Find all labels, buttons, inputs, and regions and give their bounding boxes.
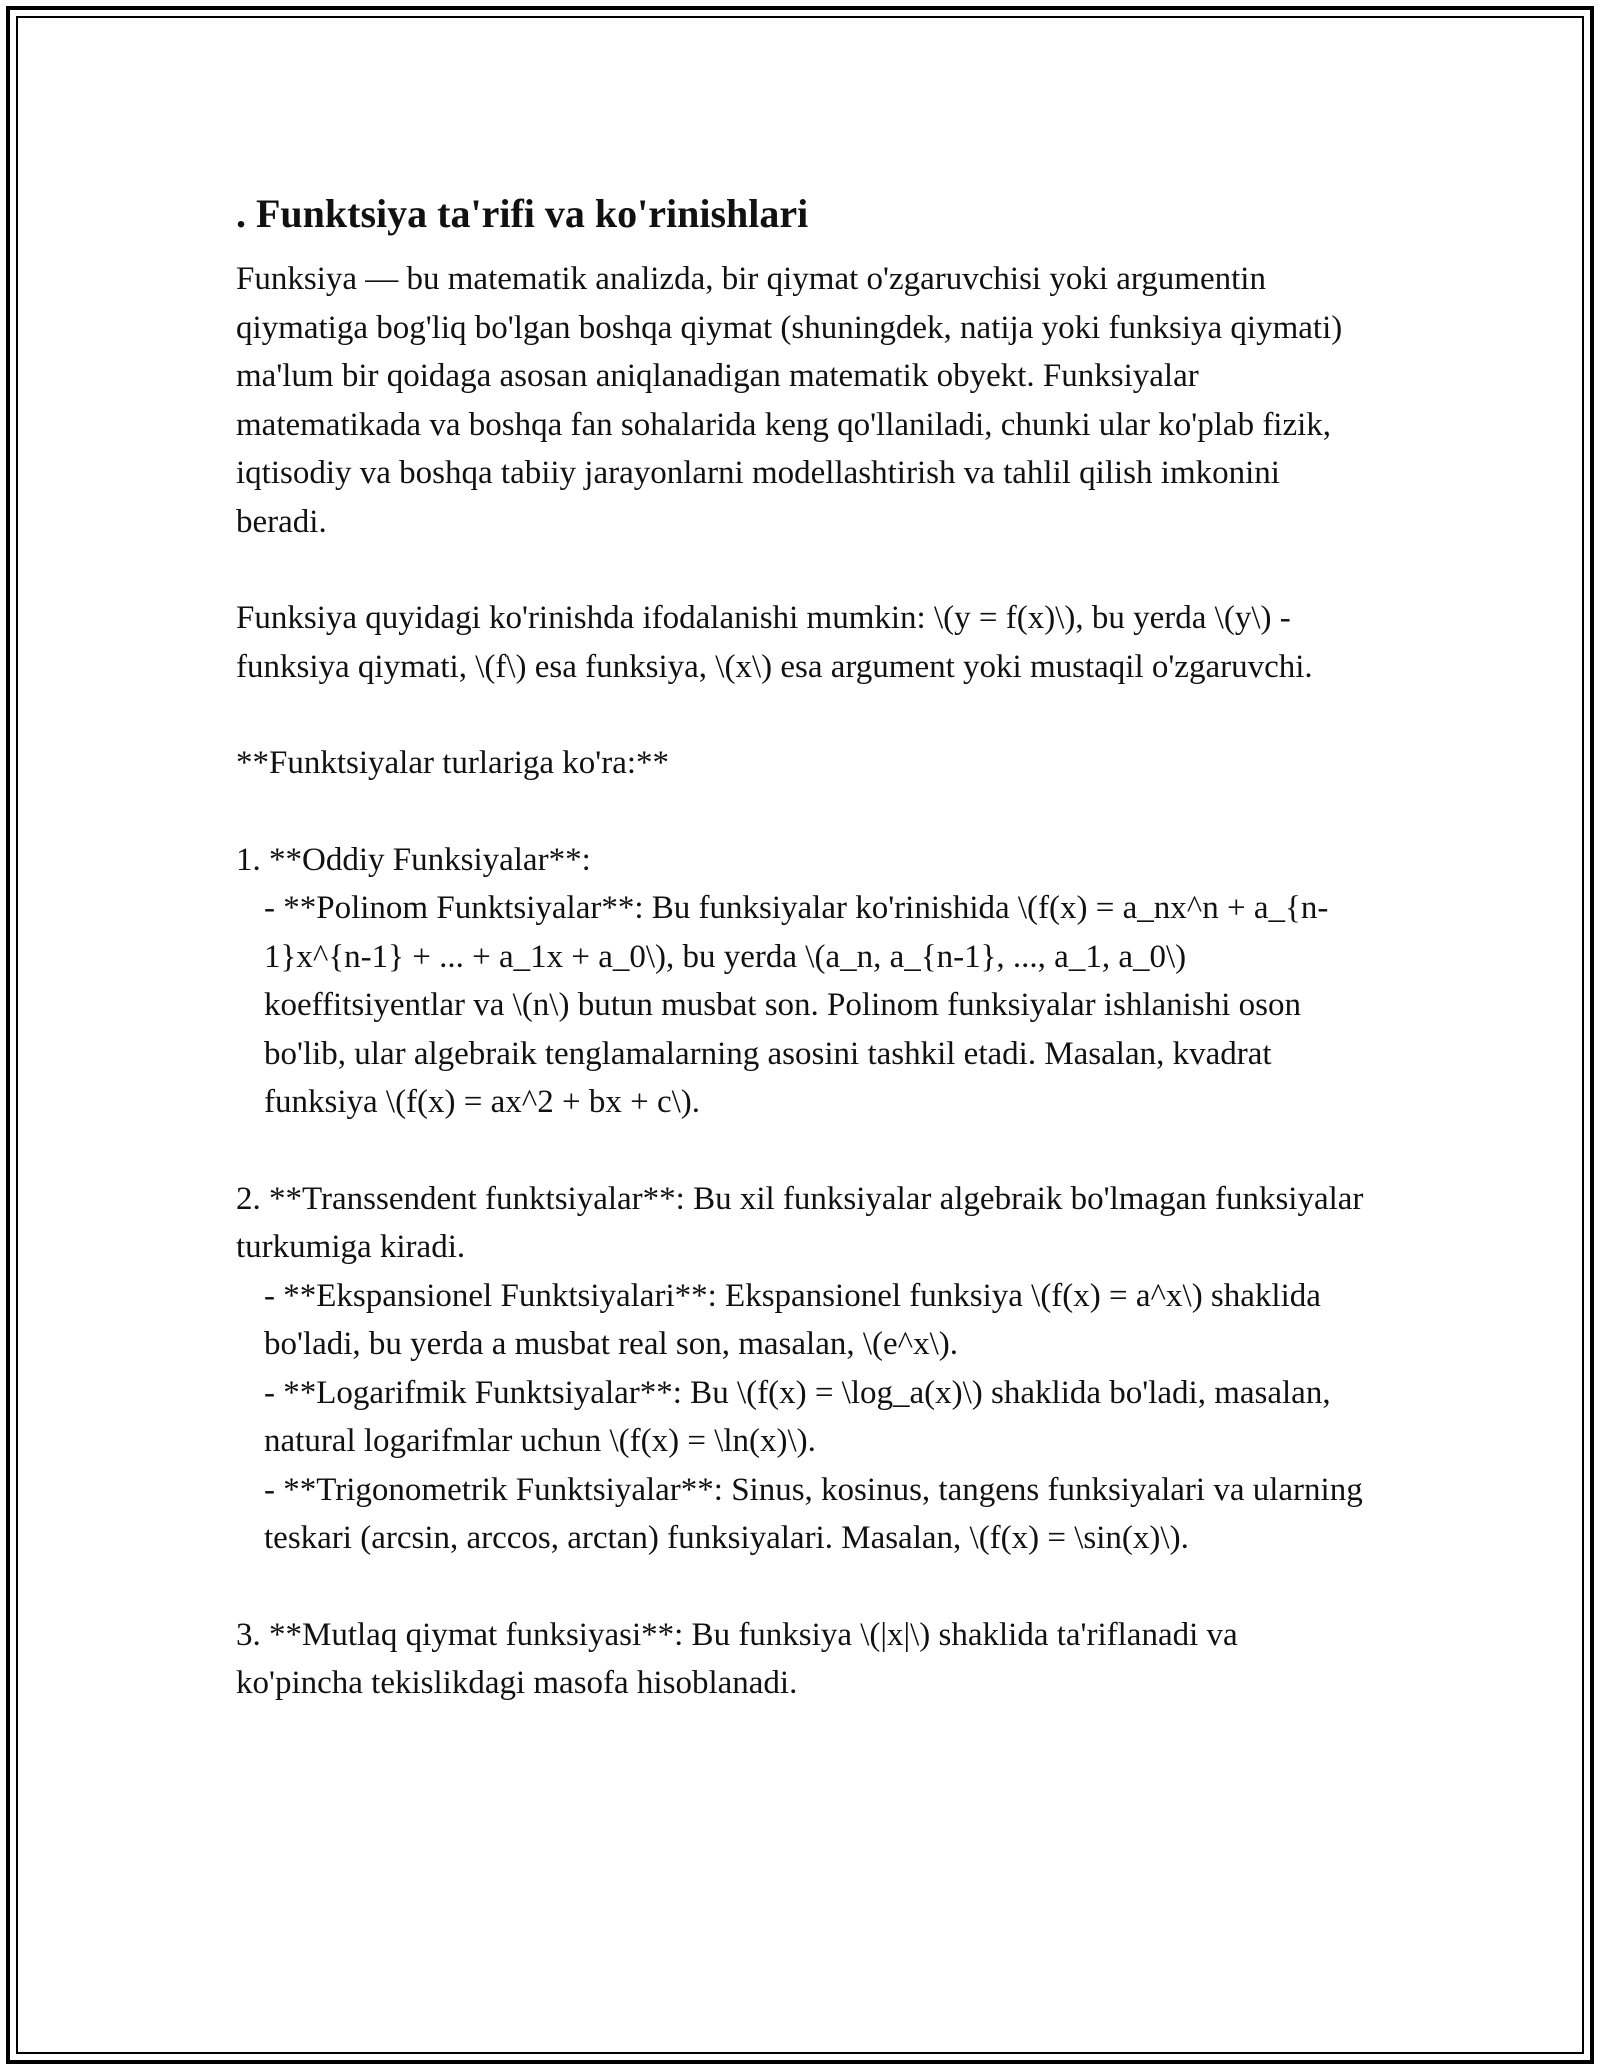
document-body (236, 183, 1366, 1756)
types-heading: **Funktsiyalar turlariga ko'ra:** (236, 745, 670, 781)
section-1-heading: 1. **Oddiy Funksiyalar**: (236, 841, 591, 878)
section-2-heading: 2. **Transsendent funktsiyalar**: Bu xil funksiyalar algebraik bo'lmagan funksiyalar turkumiga kiradi. (236, 1180, 1364, 1265)
list-item-logarithmic: - **Logarifmik Funktsiyalar**: Bu \(f(x) = \log_a(x)\) shaklida bo'ladi, masalan, natural logarifmlar uchun \(f(x) = \ln(x)\). (264, 1374, 1331, 1459)
function-form-paragraph: Funksiya quyidagi ko'rinishda ifodalanishi mumkin: \(y = f(x)\), bu yerda \(y\) - funksiya qiymati, \(f\) esa funksiya, \(x\) esa argument yoki mustaqil o'zgaruvchi. (236, 600, 1313, 685)
section-absolute-value: 3. **Mutlaq qiymat funksiyasi**: Bu funksiya \(|x|\) shaklida ta'riflanadi va ko'pincha tekislikdagi masofa hisoblanadi. (236, 1616, 1238, 1701)
intro-paragraph: Funksiya — bu matematik analizda, bir qiymat o'zgaruvchisi yoki argumentin qiymatiga bog'liq bo'lgan boshqa qiymat (shuningdek, natija yoki funksiya qiymati) ma'lum bir qoidaga asosan aniqlanadigan matematik obyekt. Funksiyalar matematikada va boshqa fan sohalarida keng qo'llaniladi, chunki ular ko'plab fizik, iqtisodiy va boshqa tabiiy jarayonlarni modellashtirish va tahlil qilish imkonini beradi. (236, 261, 1343, 540)
section-transcendent-functions (236, 1175, 1366, 1563)
list-item-exponential: - **Ekspansionel Funktsiyalari**: Ekspansionel funksiya \(f(x) = a^x\) shaklida bo'ladi, bu yerda a musbat real son, masalan, \(e^x\). (264, 1277, 1321, 1362)
document-title: . Funktsiya ta'rifi va ko'rinishlari (236, 191, 809, 236)
section-simple-functions (236, 836, 1366, 1127)
list-item-trigonometric: - **Trigonometrik Funktsiyalar**: Sinus, kosinus, tangens funksiyalari va ularning teskari (arcsin, arccos, arctan) funksiyalari. Masalan, \(f(x) = \sin(x)\). (264, 1471, 1363, 1556)
list-item-polynomial: - **Polinom Funktsiyalar**: Bu funksiyalar ko'rinishida \(f(x) = a_nx^n + a_{n-1}x^{n-1} + ... + a_1x + a_0\), bu yerda \(a_n, a_{n-1}, ..., a_1, a_0\) koeffitsiyentlar va \(n\) butun musbat son. Polinom funksiyalar ishlanishi oson bo'lib, ular algebraik tenglamalarning asosini tashkil etadi. Masalan, kvadrat funksiya \(f(x) = ax^2 + bx + c\). (264, 890, 1329, 1120)
